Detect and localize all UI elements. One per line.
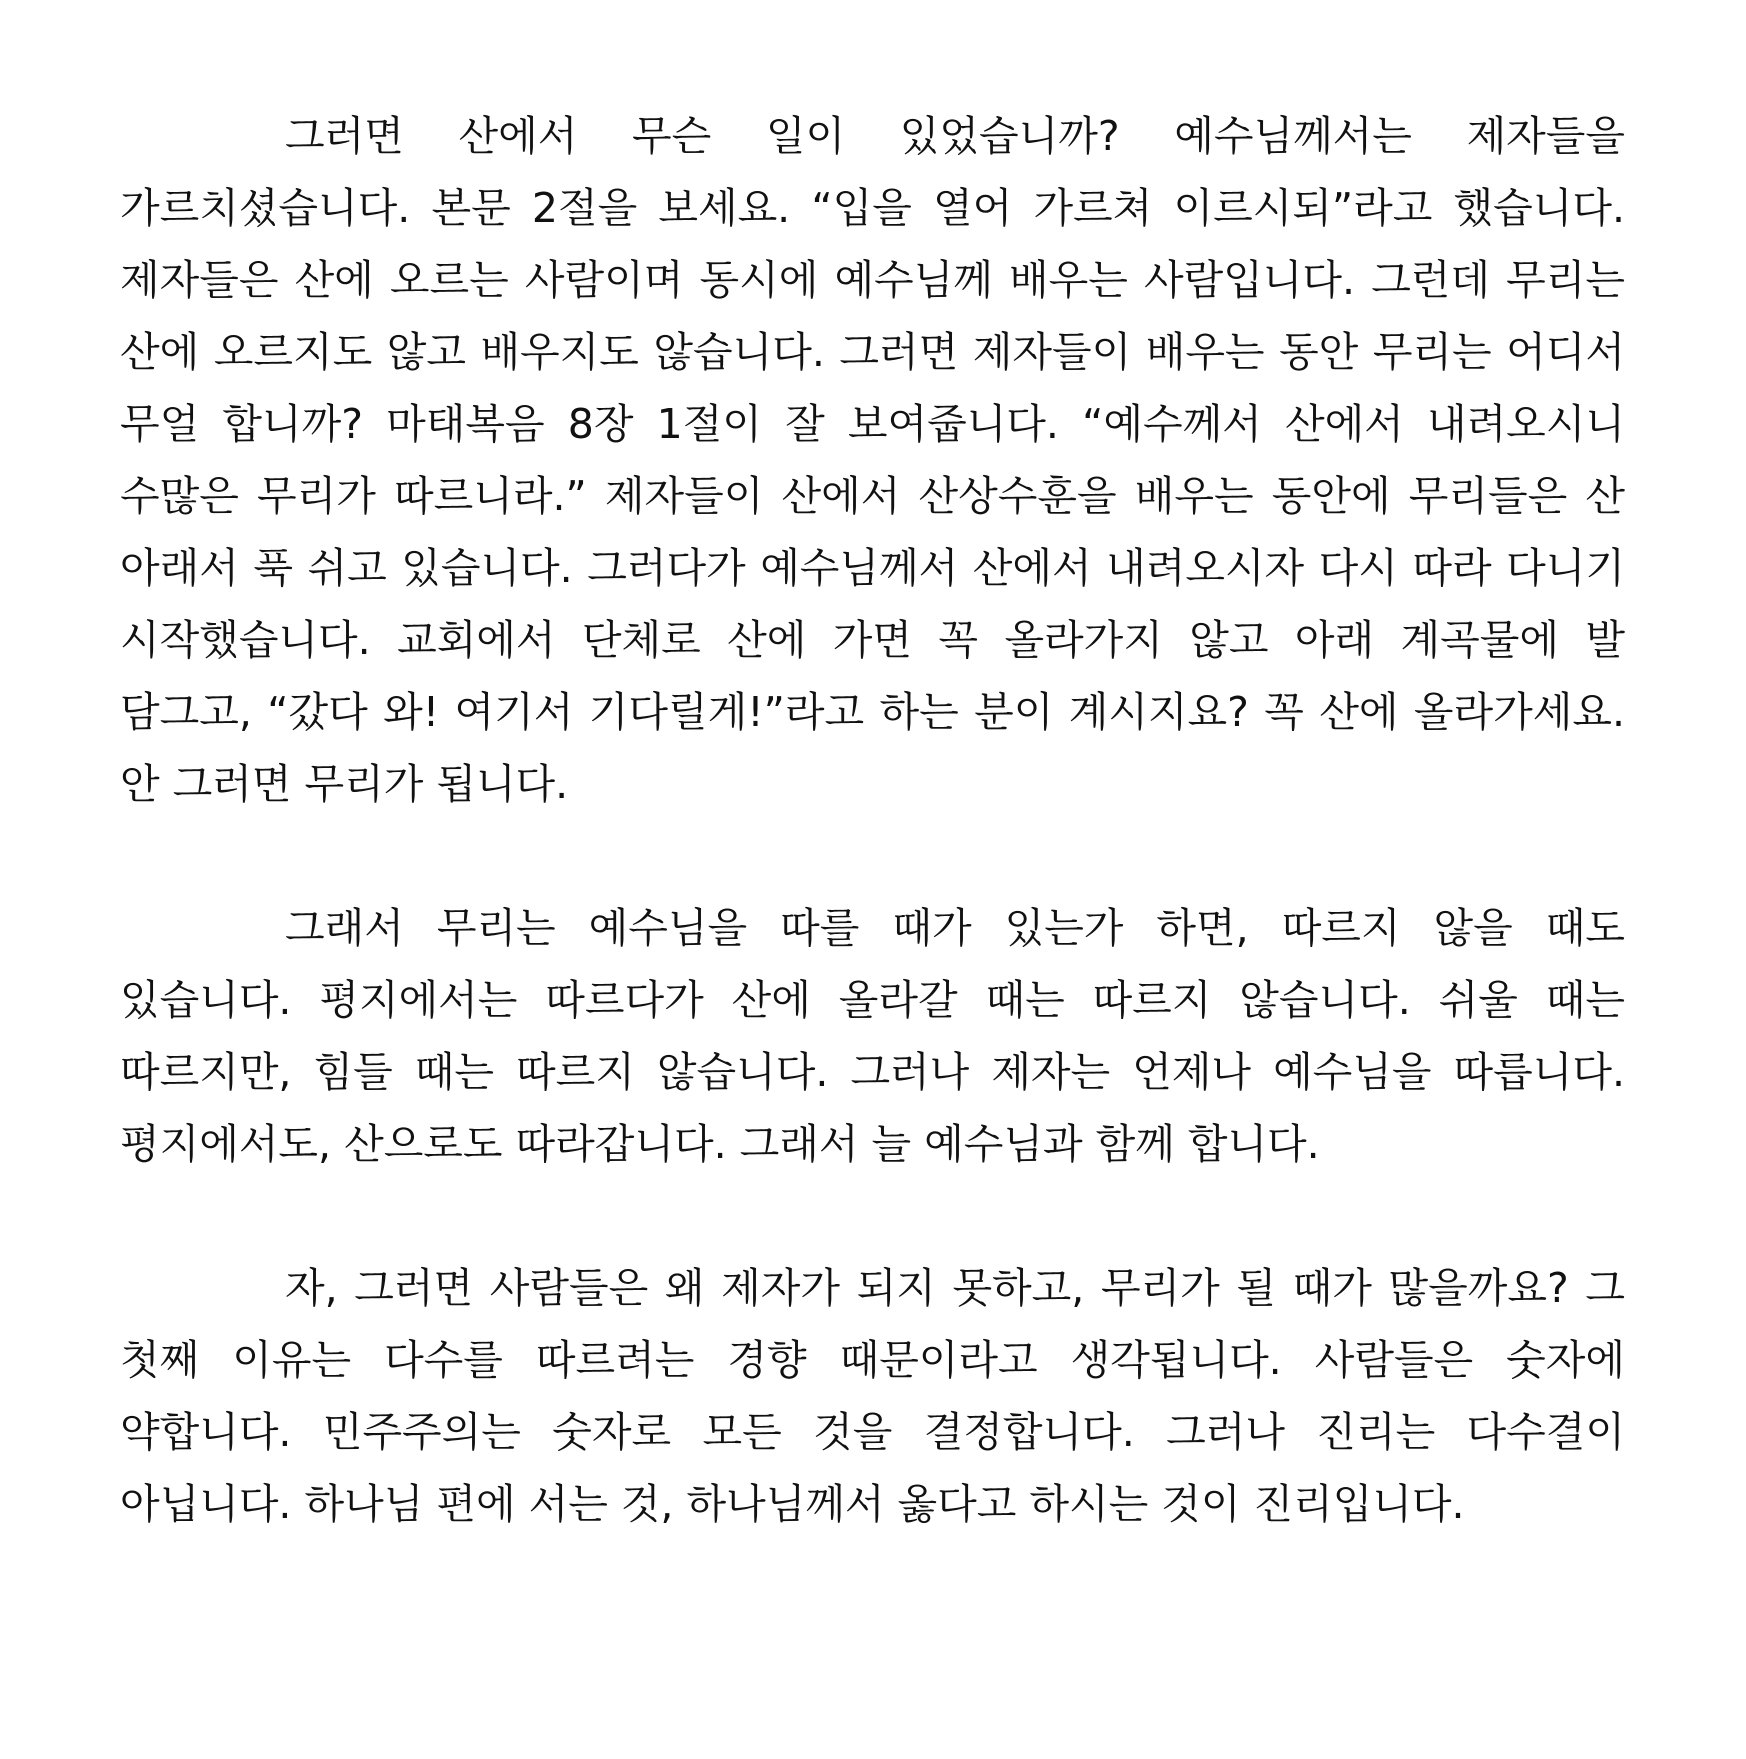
paragraph-following-jesus: 그래서 무리는 예수님을 따를 때가 있는가 하면, 따르지 않을 때도 있습니다. 평지에서는 따르다가 산에 올라갈 때는 따르지 않습니다. 쉬울 때는 따르지만, 힘들 때는 따르지 않습니다. 그러나 제자는 언제나 예수님을 따릅니다. 평지에서도, 산으로도 따라갑니다. 그래서 늘 예수님과 함께 합니다. [120, 904, 1625, 1168]
paragraph-gap [120, 1180, 1625, 1252]
paragraph-disciples-and-crowd: 그러면 산에서 무슨 일이 있었습니까? 예수님께서는 제자들을 가르치셨습니다. 본문 2절을 보세요. “입을 열어 가르쳐 이르시되”라고 했습니다. 제자들은 산에 오르는 사람이며 동시에 예수님께 배우는 사람입니다. 그런데 무리는 산에 오르지도 않고 배우지도 않습니다. 그러면 제자들이 배우는 동안 무리는 어디서 무얼 합니까? 마태복음 8장 1절이 잘 보여줍니다. “예수께서 산에서 내려오시니 수많은 무리가 따르니라.” 제자들이 산에서 산상수훈을 배우는 동안에 무리들은 산 아래서 푹 쉬고 있습니다. 그러다가 예수님께서 산에서 내려오시자 다시 따라 다니기 시작했습니다. 교회에서 단체로 산에 가면 꼭 올라가지 않고 아래 계곡물에 발 담그고, “갔다 와! 여기서 기다릴게!”라고 하는 분이 계시지요? 꼭 산에 올라가세요. 안 그러면 무리가 됩니다. [120, 112, 1625, 808]
paragraph-why-crowd: 자, 그러면 사람들은 왜 제자가 되지 못하고, 무리가 될 때가 많을까요? 그 첫째 이유는 다수를 따르려는 경향 때문이라고 생각됩니다. 사람들은 숫자에 약합니다. 민주주의는 숫자로 모든 것을 결정합니다. 그러나 진리는 다수결이 아닙니다. 하나님 편에 서는 것, 하나님께서 옳다고 하시는 것이 진리입니다. [120, 1264, 1625, 1528]
paragraph-gap [120, 820, 1625, 892]
document-page [120, 100, 1625, 1540]
